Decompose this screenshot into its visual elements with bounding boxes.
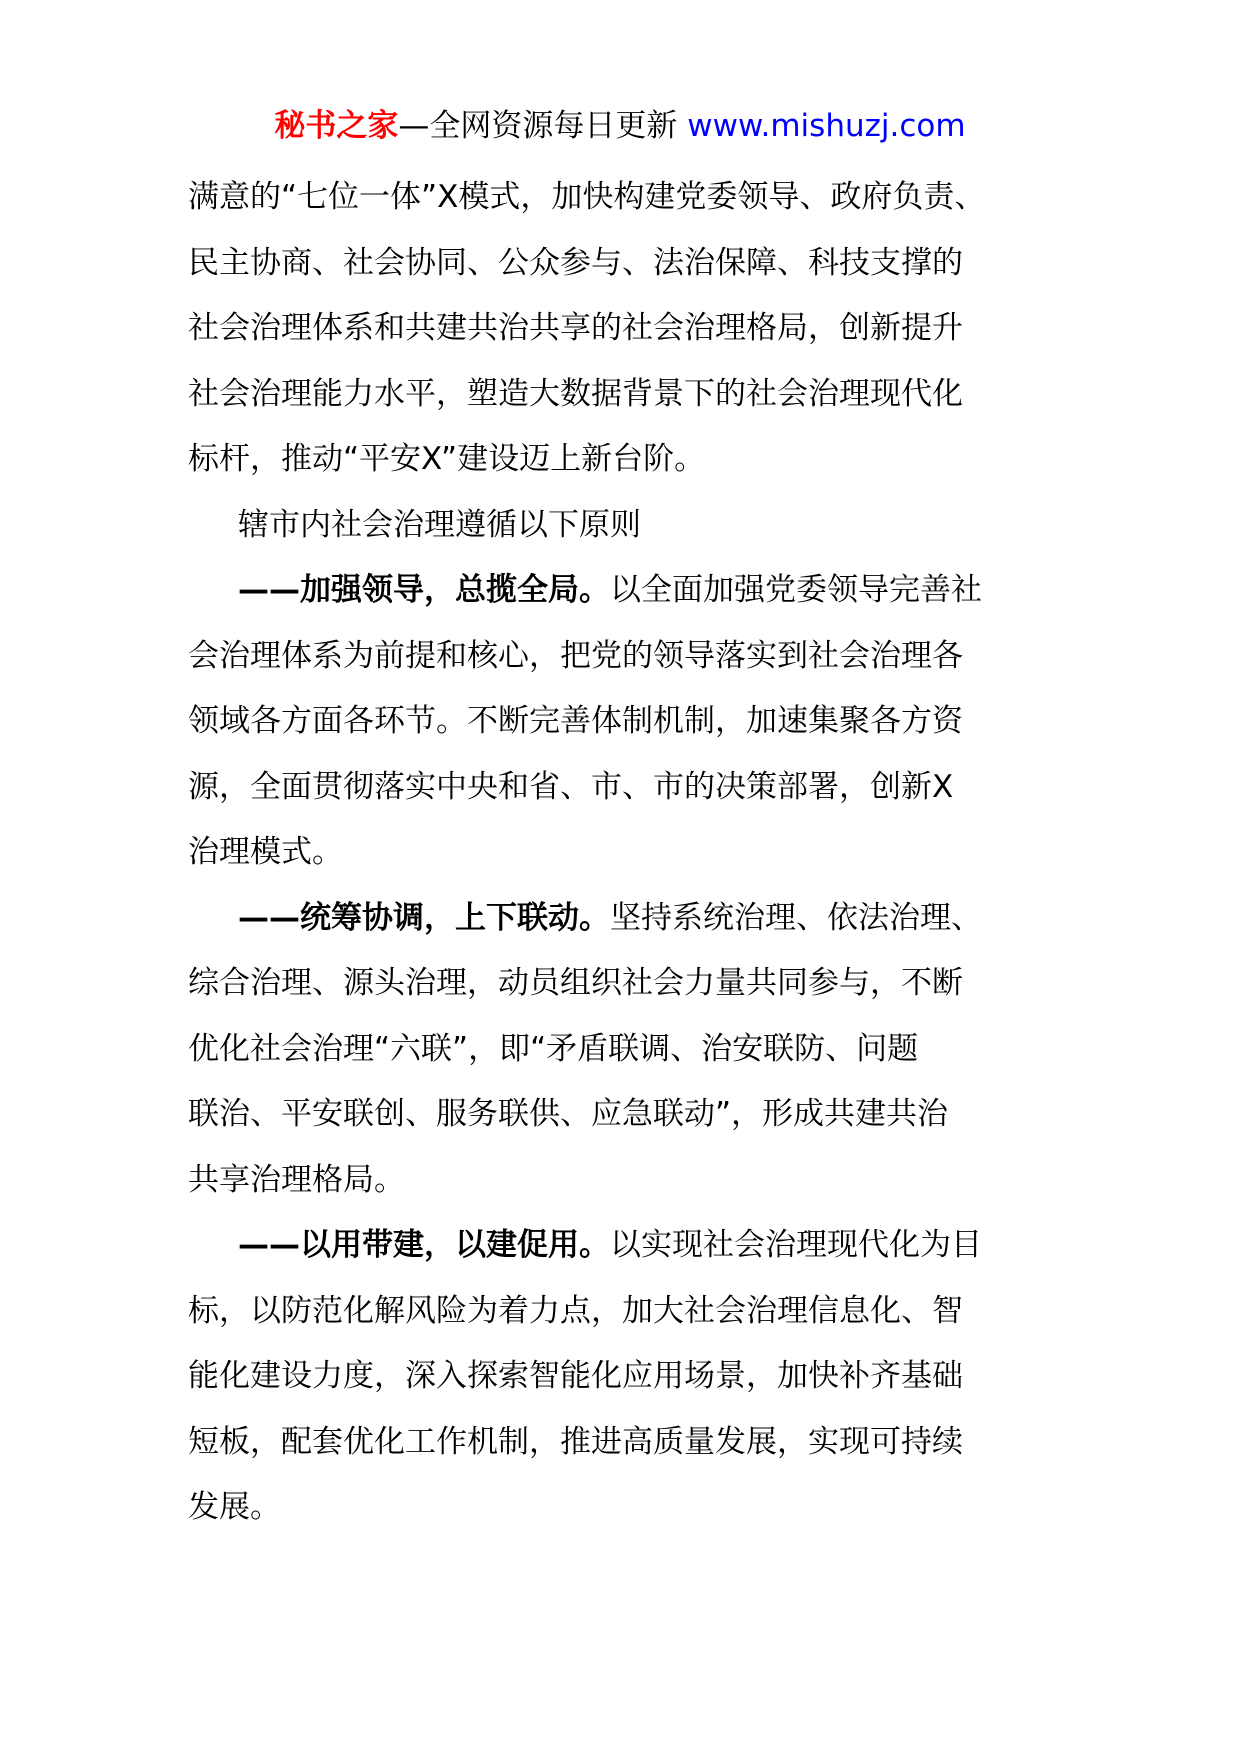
principle-1-text: 以全面加强党委领导完善社 [610,572,982,608]
text-line: 优化社会治理“六联”，即“矛盾联调、治安联防、问题 [188,1030,919,1067]
site-slogan: —全网资源每日更新 [398,108,688,144]
document-body [188,165,1068,1541]
site-header [0,102,1240,150]
text-line: 满意的“七位一体”X模式，加快构建党委领导、政府负责、 [188,179,986,215]
principle-2-text: 坚持系统治理、依法治理、 [610,899,982,936]
text-line: 源，全面贯彻落实中央和省、市、市的决策部署，创新X [188,768,954,805]
principle-2-first-line [188,886,1068,952]
text-line: 民主协商、社会协同、公众参与、法治保障、科技支撑的 [188,244,963,281]
principle-3-first-line [188,1213,1068,1279]
text-line: 综合治理、源头治理，动员组织社会力量共同参与，不断 [188,965,963,1001]
text-line: 社会治理能力水平，塑造大数据背景下的社会治理现代化 [188,375,963,412]
principles-intro: 辖市内社会治理遵循以下原则 [238,506,641,543]
text-line: 标，以防范化解风险为着力点，加大社会治理信息化、智 [188,1292,963,1329]
text-line: 共享治理格局。 [188,1161,405,1198]
principle-1-first-line [188,558,1068,624]
principle-3-heading: ——以用带建，以建促用。 [238,1227,610,1263]
text-line: 会治理体系为前提和核心，把党的领导落实到社会治理各 [188,637,963,674]
text-line: 治理模式。 [188,834,343,870]
site-url-link[interactable]: www.mishuzj.com [687,108,966,144]
text-line: 发展。 [188,1489,281,1525]
text-line: 联治、平安联创、服务联供、应急联动”，形成共建共治 [188,1096,949,1132]
text-line: 能化建设力度，深入探索智能化应用场景，加快补齐基础 [188,1358,963,1394]
text-line: 社会治理体系和共建共治共享的社会治理格局，创新提升 [188,310,963,346]
text-line: 标杆，推动“平安X”建设迈上新台阶。 [188,441,706,477]
principle-3-text: 以实现社会治理现代化为目 [610,1227,982,1263]
text-line: 领域各方面各环节。不断完善体制机制，加速集聚各方资 [188,703,963,739]
principle-2-heading: ——统筹协调，上下联动。 [238,899,610,936]
principle-1-heading: ——加强领导，总揽全局。 [238,572,610,608]
site-brand: 秘书之家 [274,108,399,144]
text-line: 短板，配套优化工作机制，推进高质量发展，实现可持续 [188,1423,963,1460]
